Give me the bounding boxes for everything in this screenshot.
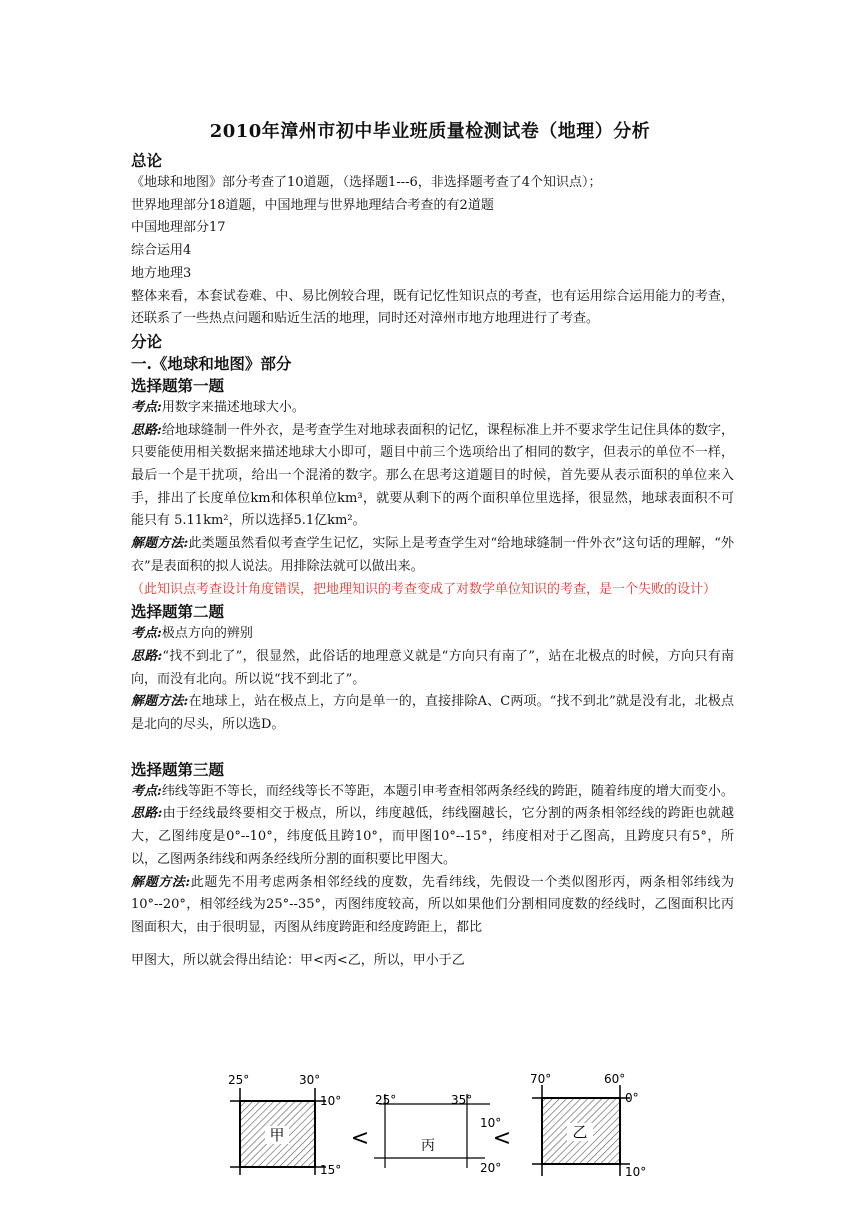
kaodian-label: 考点:: [131, 626, 162, 642]
method-label: 解题方法:: [131, 874, 191, 890]
silu-label: 思路:: [131, 422, 162, 438]
kaodian-paragraph: [131, 623, 734, 646]
method-paragraph: [131, 533, 734, 578]
jia-lat-bottom: 15°: [320, 1163, 342, 1177]
jia-lat-top: 10°: [320, 1094, 342, 1108]
yi-lat-top: 0°: [625, 1091, 639, 1105]
document-body: [131, 150, 734, 972]
method-paragraph: [131, 872, 734, 940]
jia-grid: [228, 1073, 341, 1177]
silu-paragraph: [131, 646, 734, 691]
overview-summary: 整体来看，本套试卷难、中、易比例较合理，既有记忆性知识点的考查，也有运用综合运用能力的考查，还联系了一些热点问题和贴近生活的地理，同时还对漳州市地方地理进行了考查。: [131, 288, 734, 327]
spacer: [131, 940, 734, 950]
less-than-symbol: <: [350, 1126, 370, 1151]
kaodian-paragraph: [131, 397, 734, 420]
kaodian-text: 用数字来描述地球大小。: [161, 399, 305, 415]
silu-text: 由于经线最终要相交于极点，所以，纬度越低，纬线圈越长，它分割的两条相邻经线的跨距也就越大，乙图纬度是0°--10°，纬度低且跨10°，而甲图10°--15°，纬度相对于乙图高，且跨度只有5°，所以，乙图两条纬线和两条经线所分割的面积要比甲图大。: [131, 806, 734, 867]
overview-line: 《地球和地图》部分考查了10道题，（选择题1---6，非选择题考查了4个知识点）；: [131, 175, 602, 190]
jia-lon-left: 25°: [228, 1073, 250, 1087]
less-than-symbol: <: [492, 1126, 512, 1151]
yi-lon-right: 60°: [604, 1072, 626, 1086]
overview-heading: 总论: [131, 151, 163, 170]
silu-label: 思路:: [131, 806, 163, 822]
silu-label: 思路:: [131, 648, 163, 664]
analysis-heading: 分论: [131, 331, 163, 351]
jia-label: 甲: [269, 1126, 285, 1144]
bing-lat-top: 10°: [480, 1116, 502, 1130]
method-label: 解题方法:: [131, 694, 189, 710]
jia-lon-right: 30°: [299, 1073, 321, 1087]
kaodian-label: 考点:: [131, 399, 162, 415]
bing-lon-right: 35°: [451, 1093, 473, 1107]
yi-lat-bottom: 10°: [625, 1165, 647, 1179]
bing-lat-bottom: 20°: [480, 1161, 502, 1175]
method-text: 在地球上，站在极点上，方向是单一的，直接排除A、C两项。“找不到北”就是没有北，北极点是北向的尽头，所以选D。: [131, 694, 734, 733]
silu-paragraph: [131, 420, 734, 534]
silu-text: 给地球缝制一件外衣，是考查学生对地球表面积的记忆，课程标准上并不要求学生记住具体的数字，只要能使用相关数据来描述地球大小即可，题目中前三个选项给出了相同的数字，但表示的单位不一样，最后一个是干扰项，给出一个混淆的数字。那么在思考这道题目的时候，首先要从表示面积的单位来入手，排出了长度单位km和体积单位km³，就要从剩下的两个面积单位里选择，很显然，地球表面积不可能只有 5.11km²，所以选择5.1亿km²。: [131, 422, 734, 529]
question-heading: 选择题第三题: [131, 759, 225, 779]
silu-paragraph: [131, 803, 734, 871]
bing-grid: [374, 1093, 501, 1175]
spacer: [131, 737, 734, 759]
overview-line: 综合运用4: [131, 243, 192, 259]
latitude-longitude-figure: [220, 1070, 647, 1210]
page-title: 2010年漳州市初中毕业班质量检测试卷（地理）分析: [209, 121, 651, 142]
bing-label: 丙: [421, 1138, 435, 1154]
silu-text: “找不到北了”，很显然，此俗话的地理意义就是“方向只有南了”，站在北极点的时候，方向只有南向，而没有北向。所以说“找不到北了”。: [131, 648, 734, 687]
yi-label: 乙: [572, 1123, 588, 1141]
method-label: 解题方法:: [131, 536, 189, 552]
yi-grid: [530, 1072, 646, 1179]
method-text: 此题先不用考虑两条相邻经线的度数，先看纬线，先假设一个类似图形丙，两条相邻纬线为10°--20°，相邻经线为25°--35°，丙图纬度较高，所以如果他们分割相同度数的经线时，乙图面积比丙图面积大，由于很明显，丙图从纬度跨距和经度跨距上，都比: [131, 874, 734, 935]
grid-diagram: [220, 1070, 647, 1210]
red-note: （此知识点考查设计角度错误，把地理知识的考查变成了对数学单位知识的考查，是一个失败的设计）: [131, 581, 717, 597]
section-heading: 一.《地球和地图》部分: [131, 353, 292, 373]
question-heading: 选择题第一题: [131, 375, 225, 395]
overview-line: 地方地理3: [131, 265, 192, 281]
method-text: 此类题虽然看似考查学生记忆，实际上是考查学生对“给地球缝制一件外衣”这句话的理解，“外衣”是表面积的拟人说法。用排除法就可以做出来。: [131, 536, 734, 574]
overview-line: 世界地理部分18道题，中国地理与世界地理结合考查的有2道题: [131, 197, 494, 213]
kaodian-text: 纬线等距不等长，而经线等长不等距，本题引申考查相邻两条经线的跨距，随着纬度的增大而变小。: [161, 783, 734, 799]
kaodian-text: 极点方向的辨别: [161, 626, 253, 642]
question-heading: 选择题第二题: [131, 602, 225, 622]
method-paragraph: [131, 691, 734, 736]
yi-lon-left: 70°: [530, 1072, 552, 1086]
conclusion-text: 甲图大，所以就会得出结论：甲<丙<乙，所以，甲小于乙: [131, 952, 465, 968]
kaodian-paragraph: [131, 781, 734, 804]
overview-line: 中国地理部分17: [131, 220, 226, 236]
kaodian-label: 考点:: [131, 783, 162, 799]
bing-lon-left: 25°: [375, 1093, 397, 1107]
